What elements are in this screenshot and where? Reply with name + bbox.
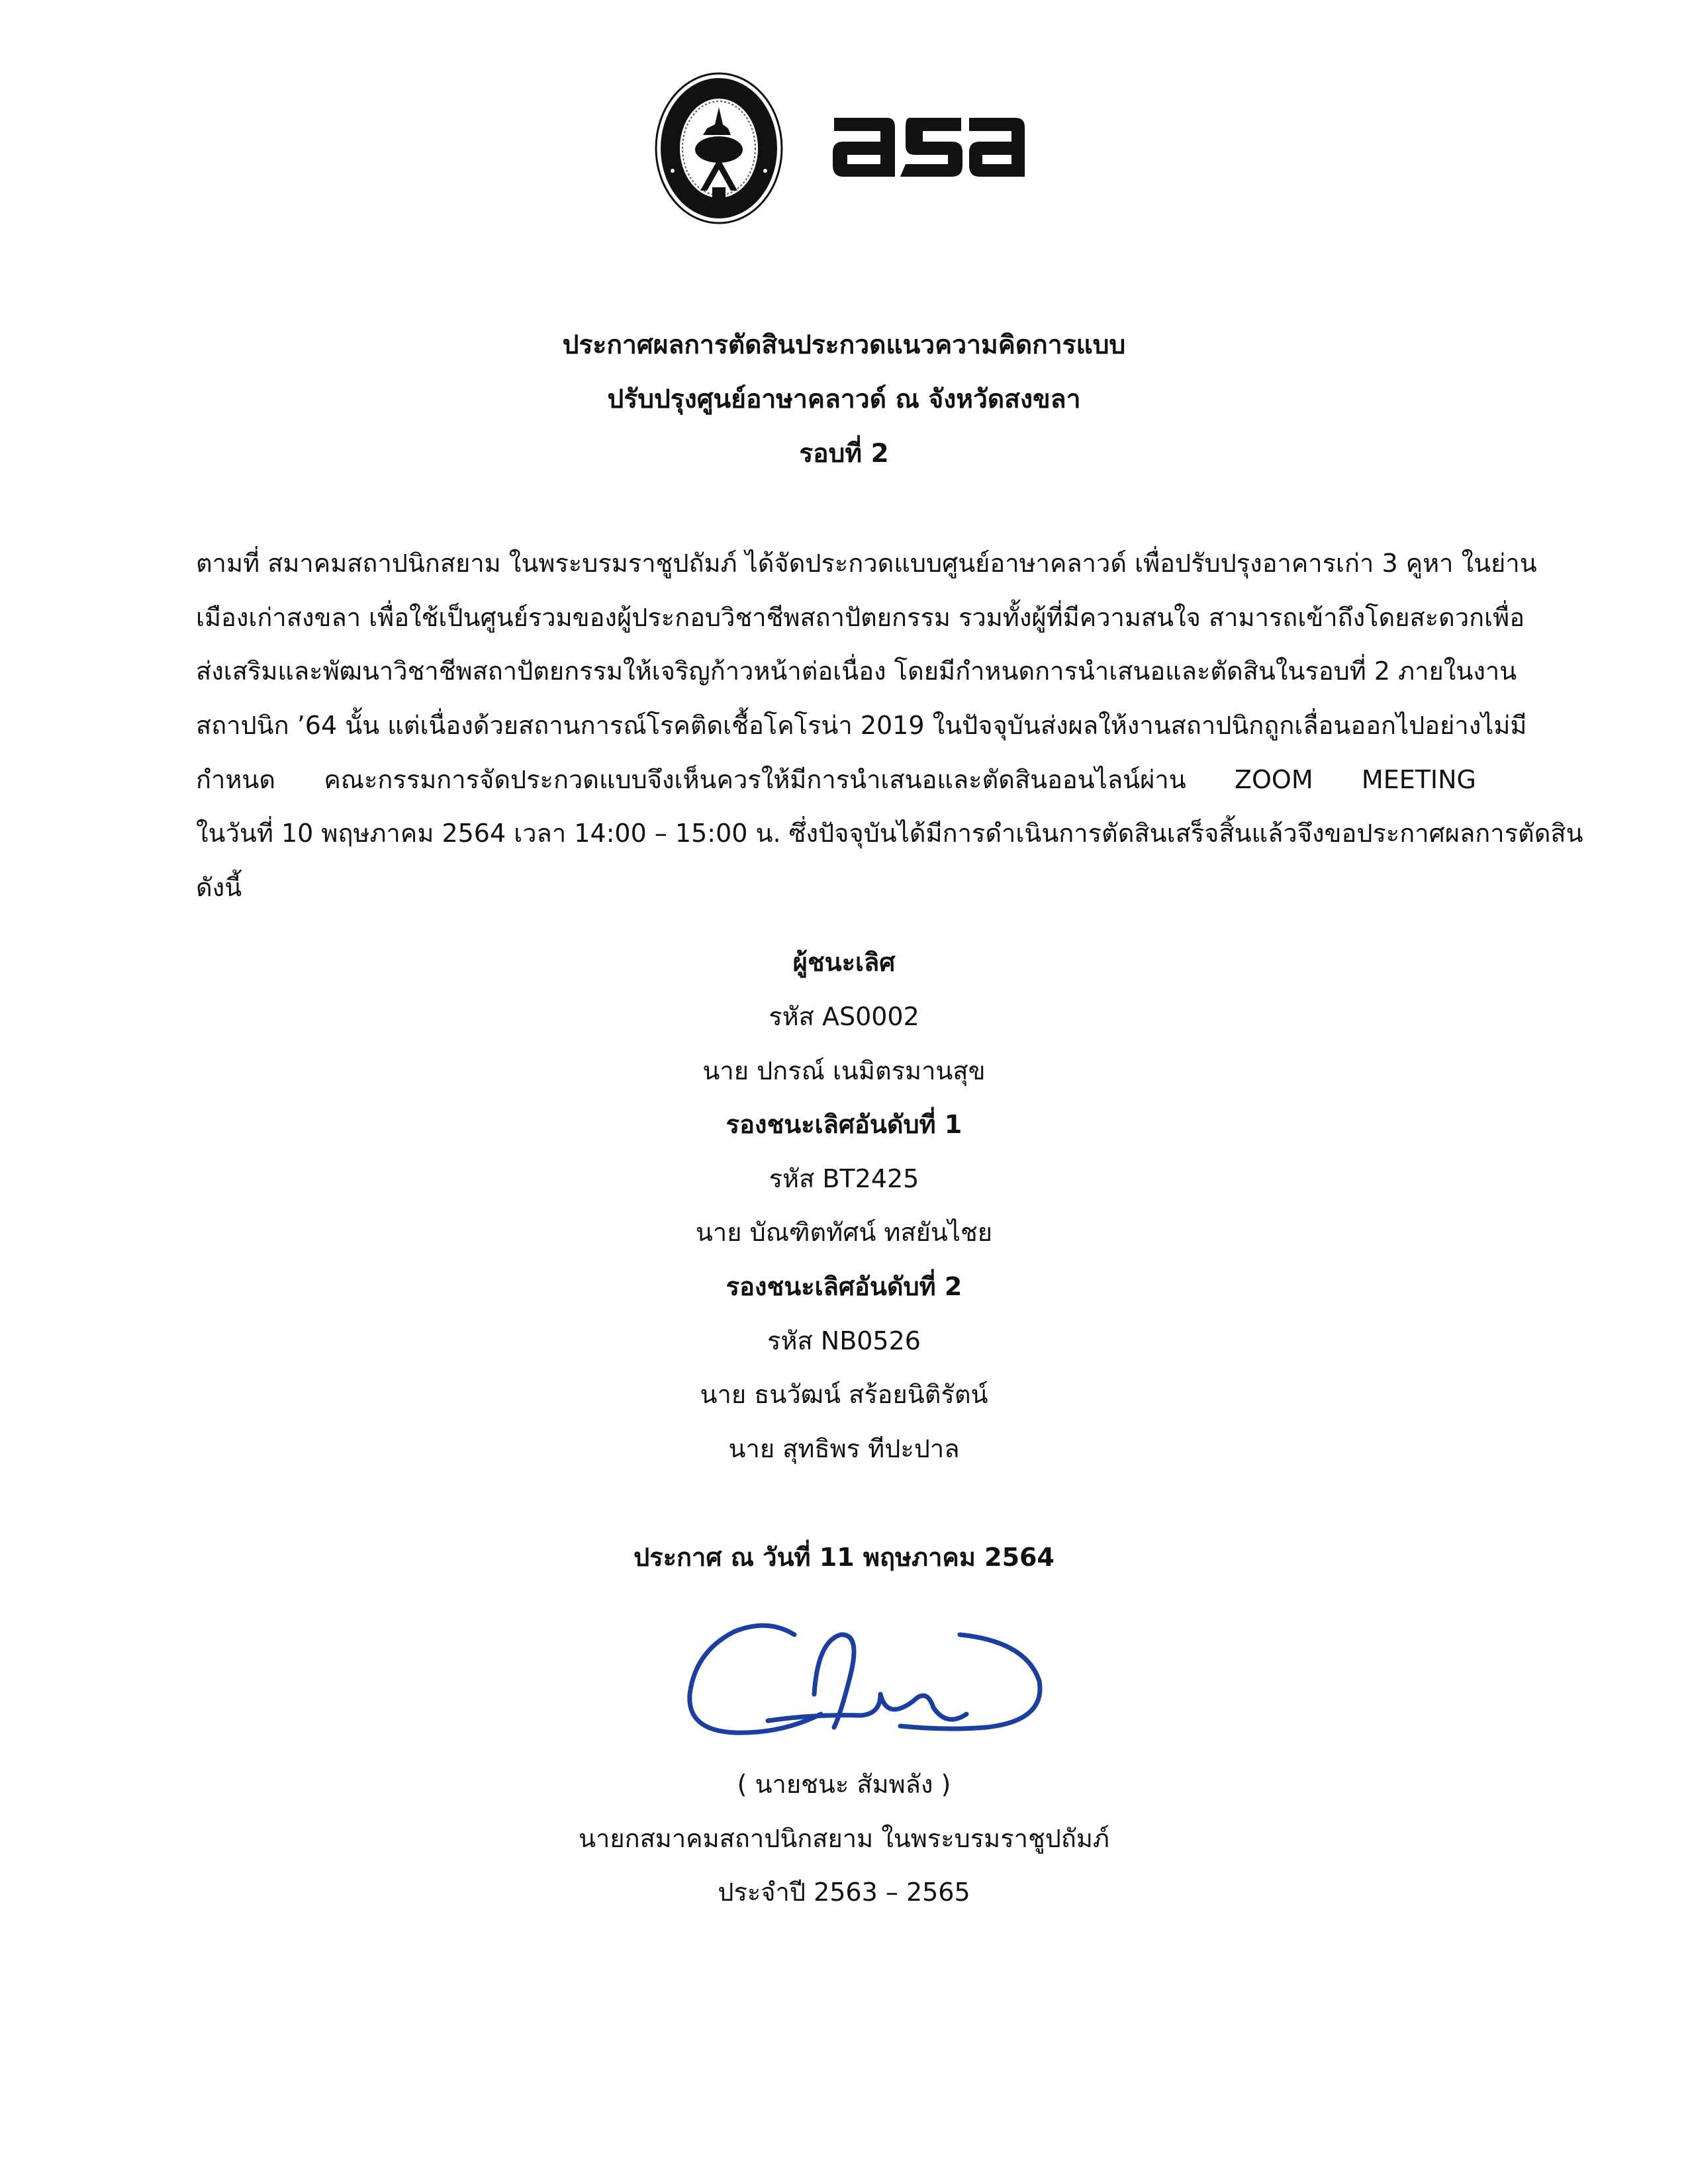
runner2-heading: รองชนะเลิศอันดับที่ 2 xyxy=(726,1272,962,1301)
runner1-heading: รองชนะเลิศอันดับที่ 1 xyxy=(726,1110,962,1139)
paragraph-line: กำหนด คณะกรรมการจัดประกวดแบบจึงเห็นควรให้มีการนำเสนอและตัดสินออนไลน์ผ่าน ZOOM MEETING xyxy=(196,765,1477,794)
signatory-name: ( นายชนะ สัมพลัง ) xyxy=(737,1770,951,1799)
paragraph-line: เมืองเก่าสงขลา เพื่อใช้เป็นศูนย์รวมของผู้ประกอบวิชาชีพสถาปัตยกรรม รวมทั้งผู้ที่มีความสนใจ สามารถเข้าถึงโดยสะดวกเพื่อ xyxy=(196,603,1525,632)
signature xyxy=(682,1615,1053,1754)
asa-seal-logo xyxy=(654,71,784,225)
paragraph-line: ในวันที่ 10 พฤษภาคม 2564 เวลา 14:00 – 15:00 น. ซึ่งปัจจุบันได้มีการดำเนินการตัดสินเสร็จสิ้นแล้วจึงขอประกาศผลการตัดสิน xyxy=(196,819,1583,848)
winner-code: รหัส AS0002 xyxy=(769,1002,919,1031)
announcement-date: ประกาศ ณ วันที่ 11 พฤษภาคม 2564 xyxy=(633,1543,1055,1572)
winner-heading: ผู้ชนะเลิศ xyxy=(792,948,896,977)
paragraph-line: ดังนี้ xyxy=(196,873,242,902)
paragraph-line: สถาปนิก ’64 นั้น แต่เนื่องด้วยสถานการณ์โรคติดเชื้อโคโรน่า 2019 ในปัจจุบันส่งผลให้งานสถาปนิกถูกเลื่อนออกไปอย่างไม่มี xyxy=(196,711,1527,740)
paragraph-line: ตามที่ สมาคมสถาปนิกสยาม ในพระบรมราชูปถัมภ์ ได้จัดประกวดแบบศูนย์อาษาคลาวด์ เพื่อปรับปรุงอาคารเก่า 3 คูหา ในย่าน xyxy=(196,549,1537,578)
paragraph-line: ส่งเสริมและพัฒนาวิชาชีพสถาปัตยกรรมให้เจริญก้าวหน้าต่อเนื่อง โดยมีกำหนดการนำเสนอและตัดสินในรอบที่ 2 ภายในงาน xyxy=(196,657,1517,686)
signatory-position: นายกสมาคมสถาปนิกสยาม ในพระบรมราชูปถัมภ์ xyxy=(579,1824,1109,1853)
title-line-3: รอบที่ 2 xyxy=(799,439,889,469)
signatory-term: ประจำปี 2563 – 2565 xyxy=(718,1878,970,1907)
runner1-code: รหัส BT2425 xyxy=(769,1164,919,1193)
runner2-name-2: นาย สุทธิพร ทีปะปาล xyxy=(728,1434,960,1463)
title-line-2: ปรับปรุงศูนย์อาษาคลาวด์ ณ จังหวัดสงขลา xyxy=(607,385,1081,414)
asa-wordmark-logo xyxy=(829,113,1027,182)
runner2-code: รหัส NB0526 xyxy=(767,1326,921,1355)
title-line-1: ประกาศผลการตัดสินประกวดแนวความคิดการแบบ xyxy=(562,330,1126,360)
runner1-name: นาย บัณฑิตทัศน์ ทสยันไชย xyxy=(695,1218,993,1247)
winner-name: นาย ปกรณ์ เนมิตรมานสุข xyxy=(702,1056,986,1085)
runner2-name-1: นาย ธนวัฒน์ สร้อยนิติรัตน์ xyxy=(700,1380,988,1409)
